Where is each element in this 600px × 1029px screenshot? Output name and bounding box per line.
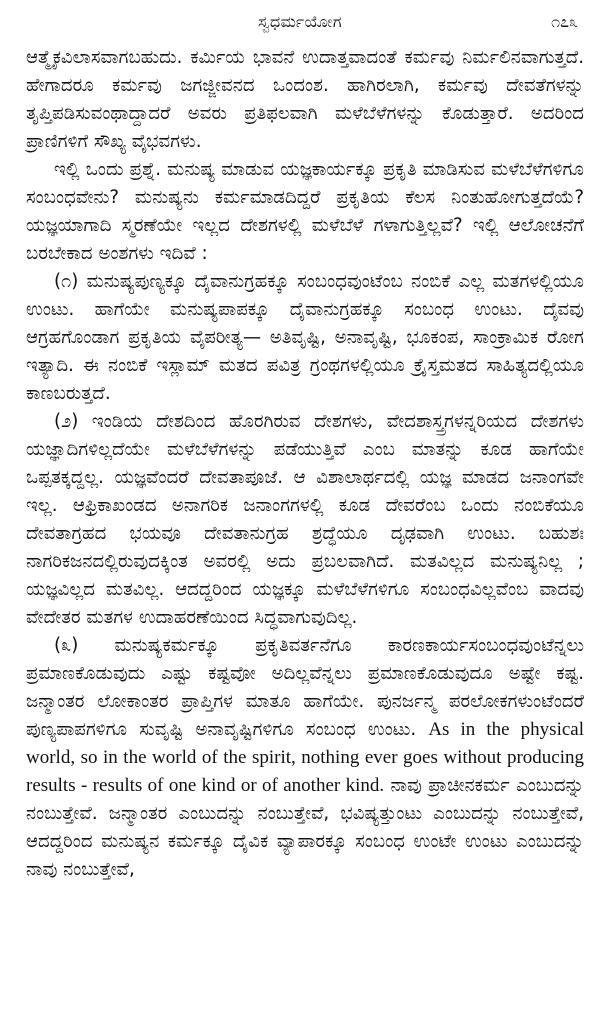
- running-title: ಸ್ವಧರ್ಮಯೋಗ: [257, 12, 343, 31]
- paragraph-point-3-kannada-end: ನಾವು ಪ್ರಾಚೀನಕರ್ಮ ಎಂಬುದನ್ನು ನಂಬುತ್ತೇವೆ. ಜನ್ಮಾಂತರ ಎಂಬುದನ್ನು ನಂಬುತ್ತೇವೆ, ಭವಿಷ್ಯತ್ತುಂಟು ಎಂಬುದನ್ನು ನಂಬುತ್ತೇವೆ, ಆದದ್ದರಿಂದ ಮನುಷ್ಯನ ಕರ್ಮಕ್ಕೂ ದೈವಿಕ ವ್ಯಾಪಾರಕ್ಕೂ ಸಂಬಂಧ ಉಂಟೇ ಉಂಟು ಎಂಬುದನ್ನು ನಾವು ನಂಬುತ್ತೇವೆ,: [26, 775, 585, 880]
- body-text: [26, 44, 584, 884]
- page-number: ೧೭೩: [551, 12, 578, 31]
- paragraph-question: ಇಲ್ಲಿ ಒಂದು ಪ್ರಶ್ನೆ. ಮನುಷ್ಯ ಮಾಡುವ ಯಜ್ಞಕಾರ್ಯಕ್ಕೂ ಪ್ರಕೃತಿ ಮಾಡಿಸುವ ಮಳೆಬೆಳೆಗಳಿಗೂ ಸಂಬಂಧವೇನು? ಮನುಷ್ಯನು ಕರ್ಮಮಾಡದಿದ್ದರೆ ಪ್ರಕೃತಿಯ ಕೆಲಸ ನಿಂತುಹೋಗುತ್ತದೆಯೆ? ಯಜ್ಞಯಾಗಾದಿ ಸ್ಮರಣೆಯೇ ಇಲ್ಲದ ದೇಶಗಳಲ್ಲಿ ಮಳೆಬೆಳೆ ಗಳಾಗುತ್ತಿಲ್ಲವೆ? ಇಲ್ಲಿ ಆಲೋಚನೆಗೆ ಬರಬೇಕಾದ ಅಂಶಗಳು ಇದಿವೆ :: [26, 159, 584, 264]
- paragraph-point-3: [26, 632, 584, 884]
- paragraph-point-2: (೨) ಇಂಡಿಯ ದೇಶದಿಂದ ಹೊರಗಿರುವ ದೇಶಗಳು, ವೇದಶಾಸ್ತ್ರಗಳನ್ನರಿಯದ ದೇಶಗಳು ಯಜ್ಞಾದಿಗಳಿಲ್ಲದೆಯೇ ಮಳೆಬೆಳೆಗಳನ್ನು ಪಡೆಯುತ್ತಿವೆ ಎಂಬ ಮಾತನ್ನು ಕೂಡ ಹಾಗೆಯೇ ಒಪ್ಪತಕ್ಕದ್ದಲ್ಲ. ಯಜ್ಞವೆಂದರೆ ದೇವತಾಪೂಜೆ. ಆ ವಿಶಾಲಾರ್ಥದಲ್ಲಿ ಯಜ್ಞ ಮಾಡದ ಜನಾಂಗವೇ ಇಲ್ಲ. ಆಫ್ರಿಕಾಖಂಡದ ಅನಾಗರಿಕ ಜನಾಂಗಗಳಲ್ಲಿ ಕೂಡ ದೇವರೆಂಬ ಒಂದು ನಂಬಿಕೆಯೂ ದೇವತಾಗ್ರಹದ ಭಯವೂ ದೇವತಾನುಗ್ರಹ ಶ್ರದ್ಧೆಯೂ ದೃಢವಾಗಿ ಉಂಟು. ಬಹುಶಃ ನಾಗರಿಕಜನದಲ್ಲಿರುವುದಕ್ಕಿಂತ ಅವರಲ್ಲಿ ಅದು ಪ್ರಬಲವಾಗಿದೆ. ಮತವಿಲ್ಲದ ಮನುಷ್ಯನಿಲ್ಲ ; ಯಜ್ಞವಿಲ್ಲದ ಮತವಿಲ್ಲ. ಆದದ್ದರಿಂದ ಯಜ್ಞಕ್ಕೂ ಮಳೆಬೆಳೆಗಳಿಗೂ ಸಂಬಂಧವಿಲ್ಲವೆಂಬ ವಾದವು ವೇದೇತರ ಮತಗಳ ಉದಾಹರಣೆಯಿಂದ ಸಿದ್ಧವಾಗುವುದಿಲ್ಲ.: [26, 411, 584, 628]
- page-header: [0, 10, 600, 38]
- paragraph-point-1: (೧) ಮನುಷ್ಯಪುಣ್ಯಕ್ಕೂ ದೈವಾನುಗ್ರಹಕ್ಕೂ ಸಂಬಂಧವುಂಟೆಂಬ ನಂಬಿಕೆ ಎಲ್ಲ ಮತಗಳಲ್ಲಿಯೂ ಉಂಟು. ಹಾಗೆಯೇ ಮನುಷ್ಯಪಾಪಕ್ಕೂ ದೈವಾನುಗ್ರಹಕ್ಕೂ ಸಂಬಂಧ ಉಂಟು. ದೈವವು ಆಗ್ರಹಗೊಂಡಾಗ ಪ್ರಕೃತಿಯ ವೈಪರೀತ್ಯ— ಅತಿವೃಷ್ಟಿ, ಅನಾವೃಷ್ಟಿ, ಭೂಕಂಪ, ಸಾಂಕ್ರಾಮಿಕ ರೋಗ ಇತ್ಯಾದಿ. ಈ ನಂಬಿಕೆ ಇಸ್ಲಾಮ್ ಮತದ ಪವಿತ್ರ ಗ್ರಂಥಗಳಲ್ಲಿಯೂ ಕ್ರೈಸ್ತಮತದ ಸಾಹಿತ್ಯದಲ್ಲಿಯೂ ಕಾಣಬರುತ್ತದೆ.: [26, 271, 584, 404]
- paragraph-point-3-kannada: (೩) ಮನುಷ್ಯಕರ್ಮಕ್ಕೂ ಪ್ರಕೃತಿವರ್ತನೆಗೂ ಕಾರಣಕಾರ್ಯಸಂಬಂಧವುಂಟೆನ್ನಲು ಪ್ರಮಾಣಕೊಡುವುದು ಎಷ್ಟು ಕಷ್ಟವೋ ಅದಿಲ್ಲವೆನ್ನಲು ಪ್ರಮಾಣಕೊಡುವುದೂ ಅಷ್ಟೇ ಕಷ್ಟ. ಜನ್ಮಾಂತರ ಲೋಕಾಂತರ ಪ್ರಾಪ್ತಿಗಳ ಮಾತೂ ಹಾಗೆಯೇ. ಪುನರ್ಜನ್ಮ ಪರಲೋಕಗಳುಂಟೆಂದರೆ ಪುಣ್ಯಪಾಪಗಳಿಗೂ ಸುವೃಷ್ಟಿ ಅನಾವೃಷ್ಟಿಗಳಿಗೂ ಸಂಬಂಧ ಉಂಟು.: [26, 635, 584, 740]
- english-quotation: As in the physical world, so in the world of the spirit, nothing ever goes without producing results - results of one kind or of another kind.: [26, 719, 584, 796]
- paragraph-continuation: ಆತ್ಮೈಕವಿಲಾಸವಾಗಬಹುದು. ಕರ್ಮಿಯ ಭಾವನೆ ಉದಾತ್ತವಾದಂತೆ ಕರ್ಮವು ನಿರ್ಮಲಿನವಾಗುತ್ತದೆ. ಹೇಗಾದರೂ ಕರ್ಮವು ಜಗಜ್ಜೀವನದ ಒಂದಂಶ. ಹಾಗಿರಲಾಗಿ, ಕರ್ಮವು ದೇವತೆಗಳನ್ನು ತೃಪ್ತಿಪಡಿಸುವಂಥಾದ್ದಾದರೆ ಅವರು ಪ್ರತಿಫಲವಾಗಿ ಮಳೆಬೆಳೆಗಳನ್ನು ಕೊಡುತ್ತಾರೆ. ಅದರಿಂದ ಪ್ರಾಣಿಗಳಿಗೆ ಸೌಖ್ಯ ವೈಭವಗಳು.: [26, 47, 584, 152]
